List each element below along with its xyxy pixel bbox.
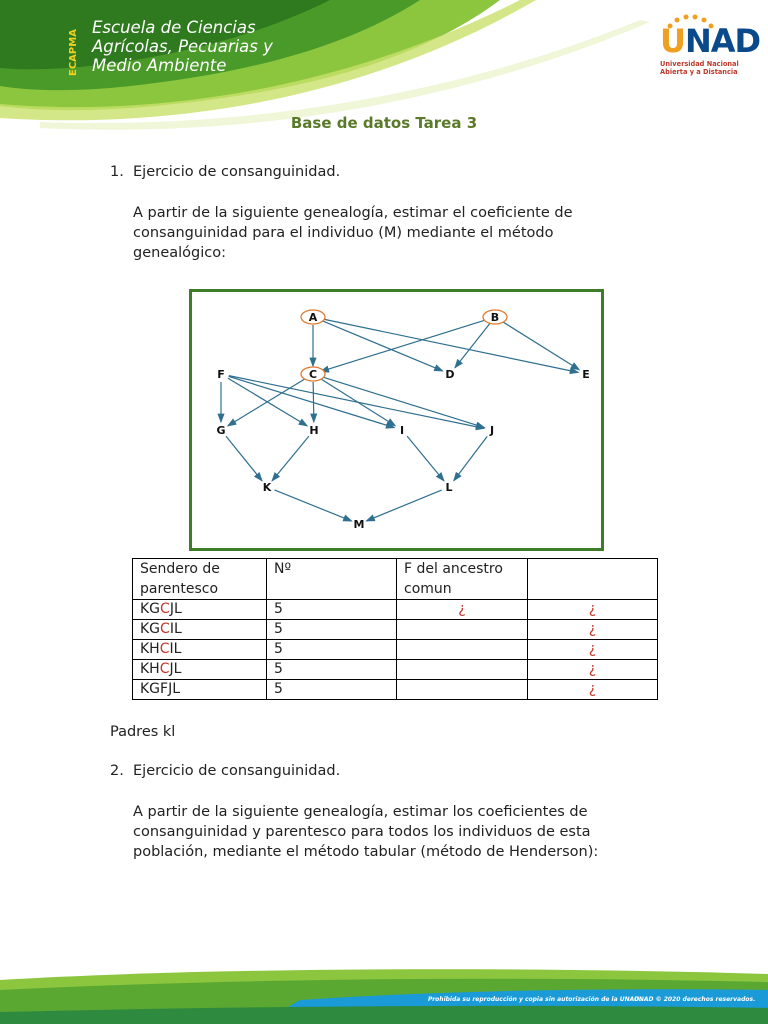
node-label-J: J (489, 424, 495, 437)
node-label-I: I (399, 424, 405, 437)
count-cell: 5 (267, 600, 397, 620)
paragraph-line: genealógico: (133, 245, 226, 261)
table-row (133, 680, 658, 700)
ecapma-vertical-label (62, 18, 82, 78)
path-text: KGFJL (140, 681, 181, 697)
node-label-D: D (445, 368, 455, 381)
node-label-K: K (262, 481, 272, 494)
f-ancestor-cell (397, 640, 528, 660)
section-1-paragraph (133, 203, 573, 263)
count-cell: 5 (267, 620, 397, 640)
edge-J-L (454, 436, 487, 480)
value-cell: ¿ (528, 600, 658, 620)
path-text: IL (169, 641, 182, 657)
path-text: JL (169, 601, 182, 617)
path-text: JL (169, 661, 182, 677)
edge-C-H (313, 382, 314, 422)
path-cell (133, 680, 267, 700)
f-ancestor-cell (397, 620, 528, 640)
header-cell-path (133, 559, 267, 600)
unad-logo (660, 14, 761, 80)
school-line: Medio Ambiente (92, 56, 227, 75)
header-text: comun (404, 581, 452, 597)
table-row (133, 600, 658, 620)
node-label-H: H (309, 424, 319, 437)
value-cell: ¿ (528, 680, 658, 700)
page-header (0, 0, 768, 130)
section-1-heading: Ejercicio de consanguinidad. (133, 164, 341, 180)
f-ancestor-cell (397, 660, 528, 680)
header-cell-number (267, 559, 397, 600)
logo-word: UNAD (660, 22, 761, 60)
path-text: KH (140, 661, 160, 677)
edge-C-J (321, 376, 485, 427)
header-cell-empty (528, 559, 658, 600)
edge-A-D (320, 320, 442, 371)
node-label-C: C (308, 368, 318, 381)
section-1-number: 1. (110, 164, 124, 180)
header-text: Sendero de (140, 561, 220, 577)
edge-C-I (320, 378, 395, 425)
node-label-E: E (582, 368, 590, 381)
document-title: Base de datos Tarea 3 (290, 114, 478, 132)
f-ancestor-cell (397, 680, 528, 700)
paragraph-line: A partir de la siguiente genealogía, estimar el coeficiente de (133, 205, 573, 221)
node-label-L: L (445, 481, 453, 494)
table-row (133, 660, 658, 680)
header-text: F del ancestro (404, 561, 503, 577)
edge-B-E (502, 321, 579, 370)
header-text: Nº (274, 561, 292, 577)
count-cell: 5 (267, 680, 397, 700)
footer-swoosh (0, 960, 768, 1024)
edge-B-C (321, 319, 488, 371)
f-ancestor-cell: ¿ (397, 600, 528, 620)
common-ancestor-letter: C (159, 641, 170, 657)
logo-subtitle-line: Abierta y a Distancia (660, 68, 738, 76)
path-table (132, 558, 658, 700)
logo-subtitle (660, 60, 739, 76)
parents-note: Padres kl (110, 724, 176, 740)
table-row (133, 640, 658, 660)
path-cell (133, 660, 267, 680)
value-cell: ¿ (528, 620, 658, 640)
paragraph-line: población, mediante el método tabular (método de Henderson): (133, 844, 599, 860)
edge-K-M (274, 490, 351, 521)
school-line: Escuela de Ciencias (92, 18, 256, 37)
edge-L-M (366, 490, 441, 521)
edge-H-K (272, 436, 309, 481)
node-label-M: M (353, 518, 365, 531)
count-cell: 5 (267, 660, 397, 680)
logo-subtitle-line: Universidad Nacional (660, 60, 739, 68)
path-cell (133, 600, 267, 620)
genealogy-svg (192, 292, 601, 548)
ecapma-text: ECAPMA (68, 29, 79, 76)
school-line: Agrícolas, Pecuarias y (92, 37, 273, 56)
genealogy-diagram (189, 289, 604, 551)
section-2-heading: Ejercicio de consanguinidad. (133, 763, 341, 779)
count-cell: 5 (267, 640, 397, 660)
path-cell (133, 640, 267, 660)
header-cell-f-ancestor (397, 559, 528, 600)
edge-I-L (407, 436, 444, 481)
common-ancestor-letter: C (160, 601, 170, 617)
table-row (133, 620, 658, 640)
path-text: IL (169, 621, 182, 637)
value-cell: ¿ (528, 660, 658, 680)
value-cell: ¿ (528, 640, 658, 660)
page-footer (0, 960, 768, 1024)
footer-copyright: UNAD © 2020 derechos reservados. (634, 996, 756, 1003)
node-label-G: G (216, 424, 226, 437)
node-label-F: F (217, 368, 225, 381)
edge-F-I (229, 376, 395, 427)
school-name (92, 18, 273, 75)
section-2-number: 2. (110, 763, 124, 779)
table-header-row (133, 559, 658, 600)
path-text: KG (140, 621, 161, 637)
header-text: parentesco (140, 581, 219, 597)
edge-B-D (455, 323, 490, 367)
paragraph-line: consanguinidad y parentesco para todos los individuos de esta (133, 824, 591, 840)
path-text: KH (140, 641, 160, 657)
paragraph-line: consanguinidad para el individuo (M) mediante el método (133, 225, 554, 241)
paragraph-line: A partir de la siguiente genealogía, estimar los coeficientes de (133, 804, 588, 820)
node-label-A: A (308, 311, 318, 324)
path-text: KG (140, 601, 161, 617)
node-label-B: B (490, 311, 500, 324)
edge-G-K (226, 436, 262, 481)
common-ancestor-letter: C (160, 621, 170, 637)
section-2-paragraph (133, 802, 598, 862)
path-cell (133, 620, 267, 640)
footer-notice: Prohibida su reproducción y copia sin autorización de la UNAD. (428, 996, 642, 1003)
common-ancestor-letter: C (159, 661, 170, 677)
